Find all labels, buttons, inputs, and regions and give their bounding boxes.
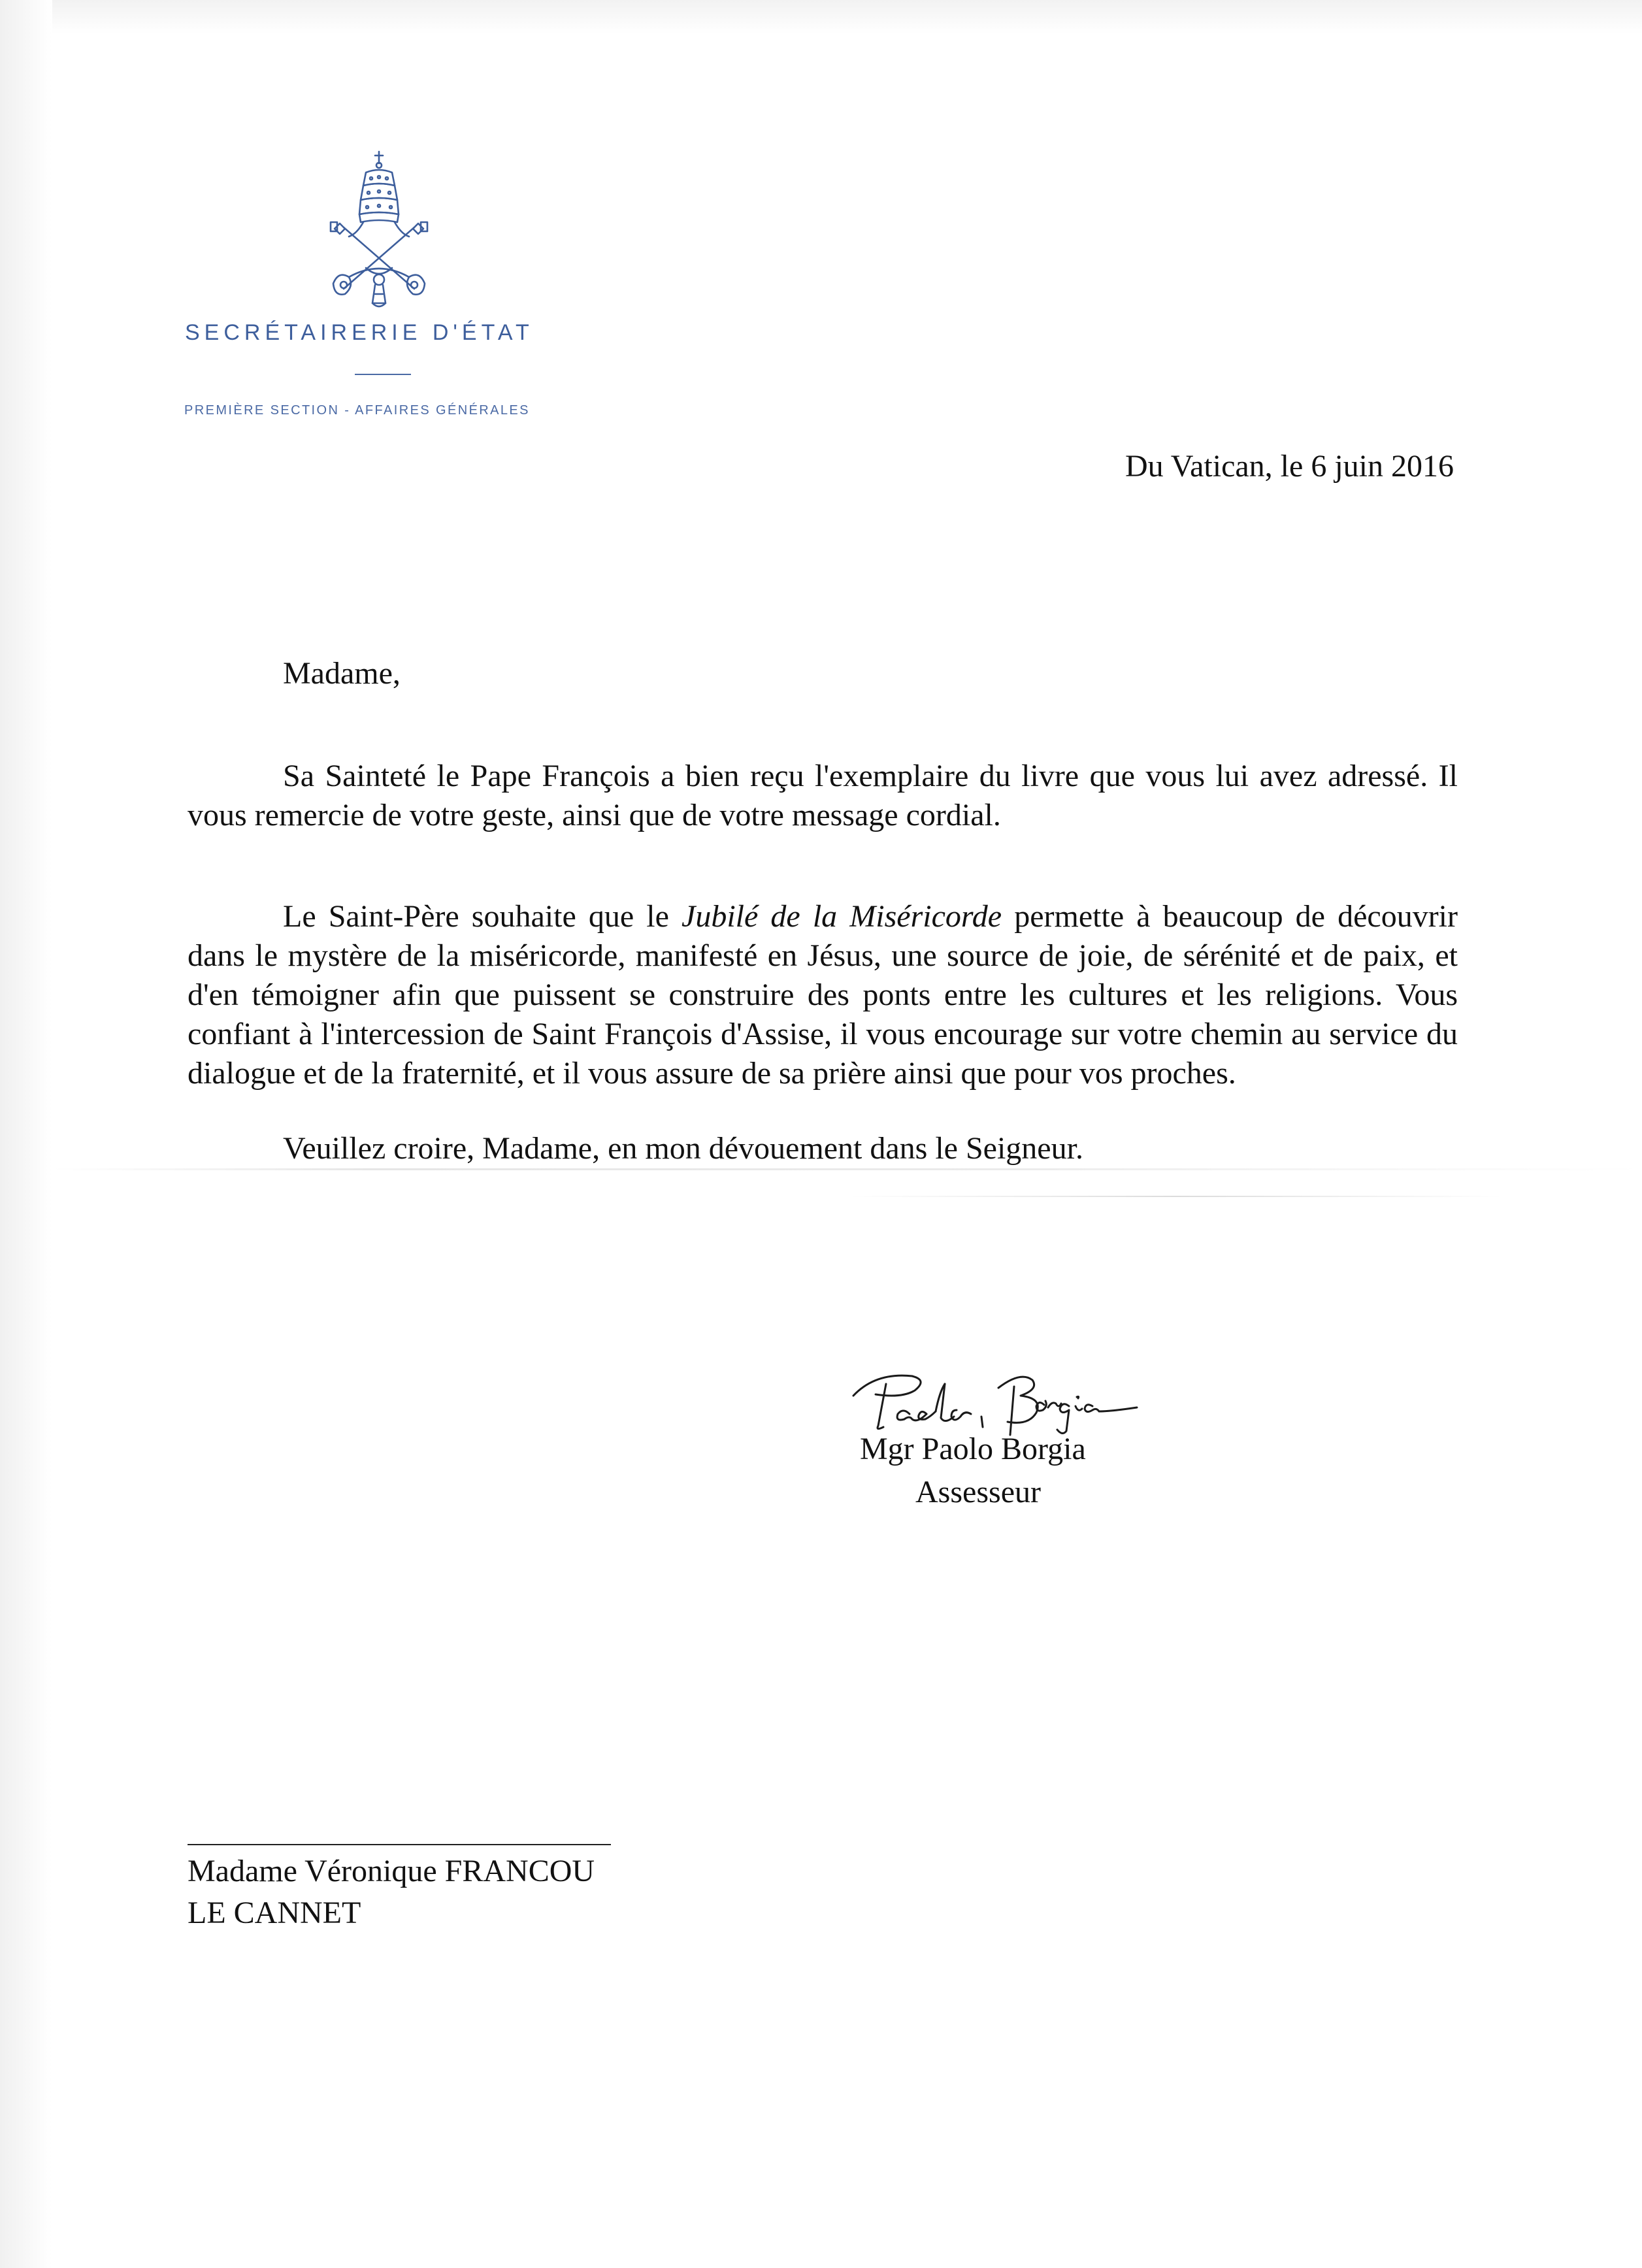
recipient-name: Madame Véronique FRANCOU [188,1854,595,1888]
letterhead-organization: SECRÉTAIRERIE D'ÉTAT [185,320,534,345]
handwritten-signature [849,1358,1143,1436]
closing-line: Veuillez croire, Madame, en mon dévouement dans le Seigneur. [283,1131,1083,1166]
dateline: Du Vatican, le 6 juin 2016 [1125,449,1454,484]
body-paragraph-2 [188,897,1458,1093]
paper-fold [849,1196,1503,1197]
recipient-city: LE CANNET [188,1896,361,1930]
scan-edge-left [0,0,52,2268]
paper-fold [52,1168,1642,1170]
paragraph-2-rest: permette à beaucoup de découvrir dans le mystère de la miséricorde, manifesté en Jésus, une source de joie, de sérénité et de paix, et d'en témoigner afin que puissent se construire des ponts entre les cultures et les religions. Vous confiant à l'intercession de Saint François d'Assise, il vous encourage sur votre chemin au service du dialogue et de la fraternité, et il vous assure de sa prière ainsi que pour vos proches. [188,899,1458,1091]
signer-name: Mgr Paolo Borgia [860,1432,1086,1466]
signer-title: Assesseur [915,1475,1041,1509]
letterhead-section: PREMIÈRE SECTION - AFFAIRES GÉNÉRALES [184,403,530,418]
papal-coat-of-arms-icon [320,149,438,316]
salutation: Madame, [283,656,401,691]
paragraph-2-intro: Le Saint-Père souhaite que le [283,899,682,934]
address-divider [188,1844,611,1845]
body-paragraph-1: Sa Sainteté le Pape François a bien reçu l'exemplaire du livre que vous lui avez adressé. Il vous remercie de votre geste, ainsi que de votre message cordial. [188,759,1458,832]
letterhead-divider [355,374,411,375]
jubilee-title: Jubilé de la Miséricorde [681,899,1002,934]
scan-edge-top [0,0,1642,34]
